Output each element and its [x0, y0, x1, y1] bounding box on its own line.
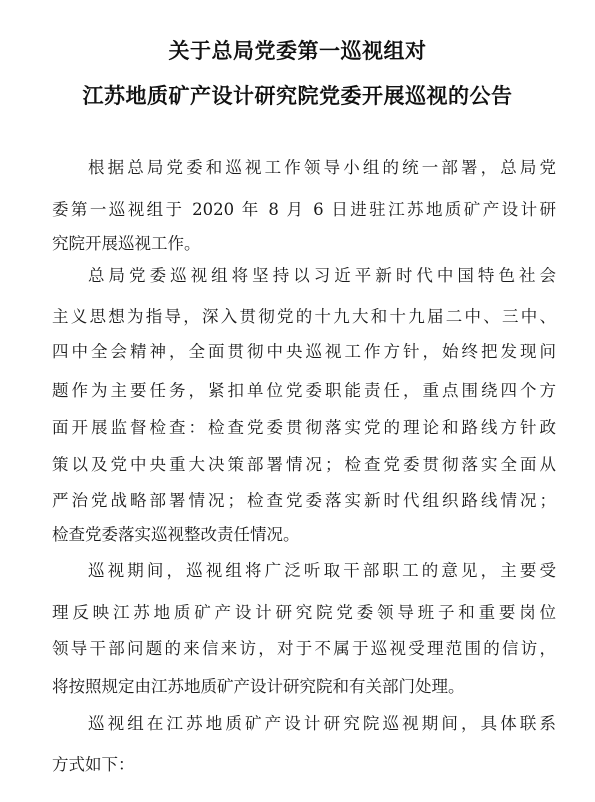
paragraph-2-line-2: 主义思想为指导，深入贯彻党的十九大和十九届二中、三中、 [52, 307, 556, 326]
paragraph-3-line-1: 巡视期间，巡视组将广泛听取干部职工的意见，主要受 [88, 561, 556, 580]
paragraph-1-line-2: 委第一巡视组于 2020 年 8 月 6 日进驻江苏地质矿产设计研 [52, 200, 556, 219]
title-line-1: 关于总局党委第一巡视组对 [168, 39, 427, 63]
paragraph-1-line-1: 根据总局党委和巡视工作领导小组的统一部署，总局党 [88, 158, 556, 177]
paragraph-2-line-3: 四中全会精神，全面贯彻中央巡视工作方针，始终把发现问 [52, 342, 556, 361]
paragraph-2-line-6: 策以及党中央重大决策部署情况；检查党委贯彻落实全面从 [52, 455, 556, 474]
paragraph-4-line-2: 方式如下： [52, 755, 135, 774]
paragraph-4-line-1: 巡视组在江苏地质矿产设计研究院巡视期间，具体联系 [88, 714, 556, 733]
paragraph-3-line-4: 将按照规定由江苏地质矿产设计研究院和有关部门处理。 [52, 677, 465, 696]
title-line-2: 江苏地质矿产设计研究院党委开展巡视的公告 [82, 84, 513, 108]
paragraph-3-line-2: 理反映江苏地质矿产设计研究院党委领导班子和重要岗位 [52, 603, 556, 622]
paragraph-2-line-1: 总局党委巡视组将坚持以习近平新时代中国特色社会 [88, 266, 556, 285]
paragraph-2-line-8: 检查党委落实巡视整改责任情况。 [52, 525, 300, 544]
paragraph-2-line-7: 严治党战略部署情况；检查党委落实新时代组织路线情况； [52, 491, 556, 510]
paragraph-1-line-3: 究院开展巡视工作。 [52, 234, 201, 253]
paragraph-2-line-4: 题作为主要任务，紧扣单位党委职能责任，重点围绕四个方 [52, 381, 556, 400]
paragraph-2-line-5: 面开展监督检查：检查党委贯彻落实党的理论和路线方针政 [52, 418, 556, 437]
paragraph-3-line-3: 领导干部问题的来信来访，对于不属于巡视受理范围的信访， [52, 639, 556, 658]
